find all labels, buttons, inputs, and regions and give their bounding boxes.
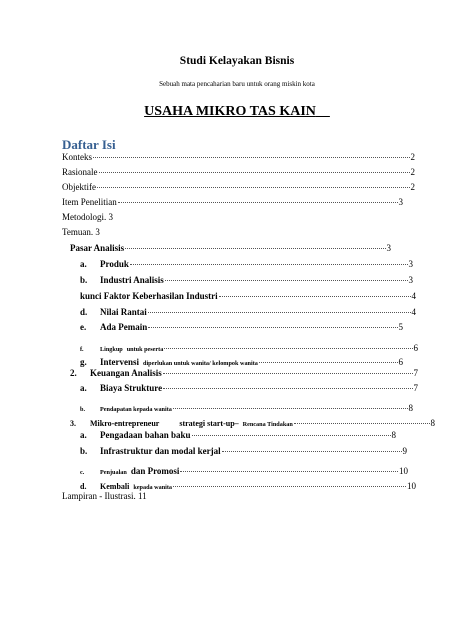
leader-dots	[173, 408, 408, 409]
leader-dots	[294, 423, 430, 424]
toc-entry-keuangan-analisis[interactable]: 2. Keuangan Analisis 7	[70, 368, 418, 378]
toc-entry-infrastruktur[interactable]: b. Infrastruktur dan modal kerjal 9	[80, 446, 407, 456]
document-title: Studi Kelayakan Bisnis	[179, 55, 295, 67]
toc-entry-ada-pemain[interactable]: e. Ada Pemain 5	[80, 322, 403, 332]
leader-dots	[163, 388, 412, 389]
toc-entry-intervensi[interactable]: g. Intervensi diperlukan untuk wanita/ kelompok wanita 6	[80, 357, 403, 367]
leader-dots	[148, 312, 411, 313]
leader-dots	[118, 202, 398, 203]
leader-dots	[173, 486, 406, 487]
leader-dots	[93, 157, 410, 158]
toc-entry-pasar-analisis[interactable]: Pasar Analisis 3	[70, 243, 391, 253]
toc-entry-lampiran[interactable]: Lampiran - Ilustrasi. 11	[62, 491, 147, 501]
leader-dots	[219, 296, 411, 297]
toc-entry-mikro-entrepreneur[interactable]: 3. Mikro-entrepreneur strategi start-up– Rencana Tindakan 8	[70, 418, 435, 428]
leader-dots	[148, 327, 397, 328]
toc-entry-rasionale[interactable]: Rasionale 2	[62, 167, 415, 177]
toc-entry-kunci-faktor[interactable]: kunci Faktor Keberhasilan Industri 4	[80, 291, 416, 301]
leader-dots	[164, 348, 412, 349]
leader-dots	[99, 172, 410, 173]
leader-dots	[192, 435, 391, 436]
leader-dots	[125, 248, 385, 249]
leader-dots	[222, 451, 402, 452]
toc-entry-objektife[interactable]: Objektife 2	[62, 182, 415, 192]
toc-entry-metodologi[interactable]: Metodologi. 3	[62, 212, 113, 222]
toc-entry-temuan[interactable]: Temuan. 3	[62, 227, 100, 237]
document-subtitle: Sebuah mata pencaharian baru untuk orang miskin kota	[159, 80, 315, 88]
toc-entry-produk[interactable]: a. Produk 3	[80, 259, 413, 269]
leader-dots	[180, 471, 398, 472]
main-heading: USAHA MIKRO TAS KAIN	[144, 104, 316, 119]
toc-entry-biaya-strukture[interactable]: a. Biaya Strukture 7	[80, 383, 418, 393]
leader-dots	[165, 280, 408, 281]
toc-entry-penjualan[interactable]: c. Penjualan dan Promosi 10	[80, 466, 408, 476]
toc-entry-nilai-rantai[interactable]: d. Nilai Rantai 4	[80, 307, 416, 317]
toc-entry-pengadaan[interactable]: a. Pengadaan bahan baku 8	[80, 430, 396, 440]
toc-entry-industri-analisis[interactable]: b. Industri Analisis 3	[80, 275, 413, 285]
toc-entry-lingkup[interactable]: f. Lingkup untuk peserta 6	[80, 343, 418, 353]
toc-entry-kembali[interactable]: d. Kembali kepada wanita 10	[80, 481, 416, 491]
leader-dots	[259, 362, 398, 363]
leader-dots	[130, 264, 408, 265]
leader-dots	[163, 373, 413, 374]
toc-heading: Daftar Isi	[62, 137, 116, 152]
toc-entry-item-penelitian[interactable]: Item Penelitian 3	[62, 197, 403, 207]
toc-entry-pendapatan[interactable]: b. Pendapatan kepada wanita 8	[80, 403, 413, 413]
toc-entry-konteks[interactable]: Konteks 2	[62, 152, 415, 162]
leader-dots	[97, 187, 410, 188]
